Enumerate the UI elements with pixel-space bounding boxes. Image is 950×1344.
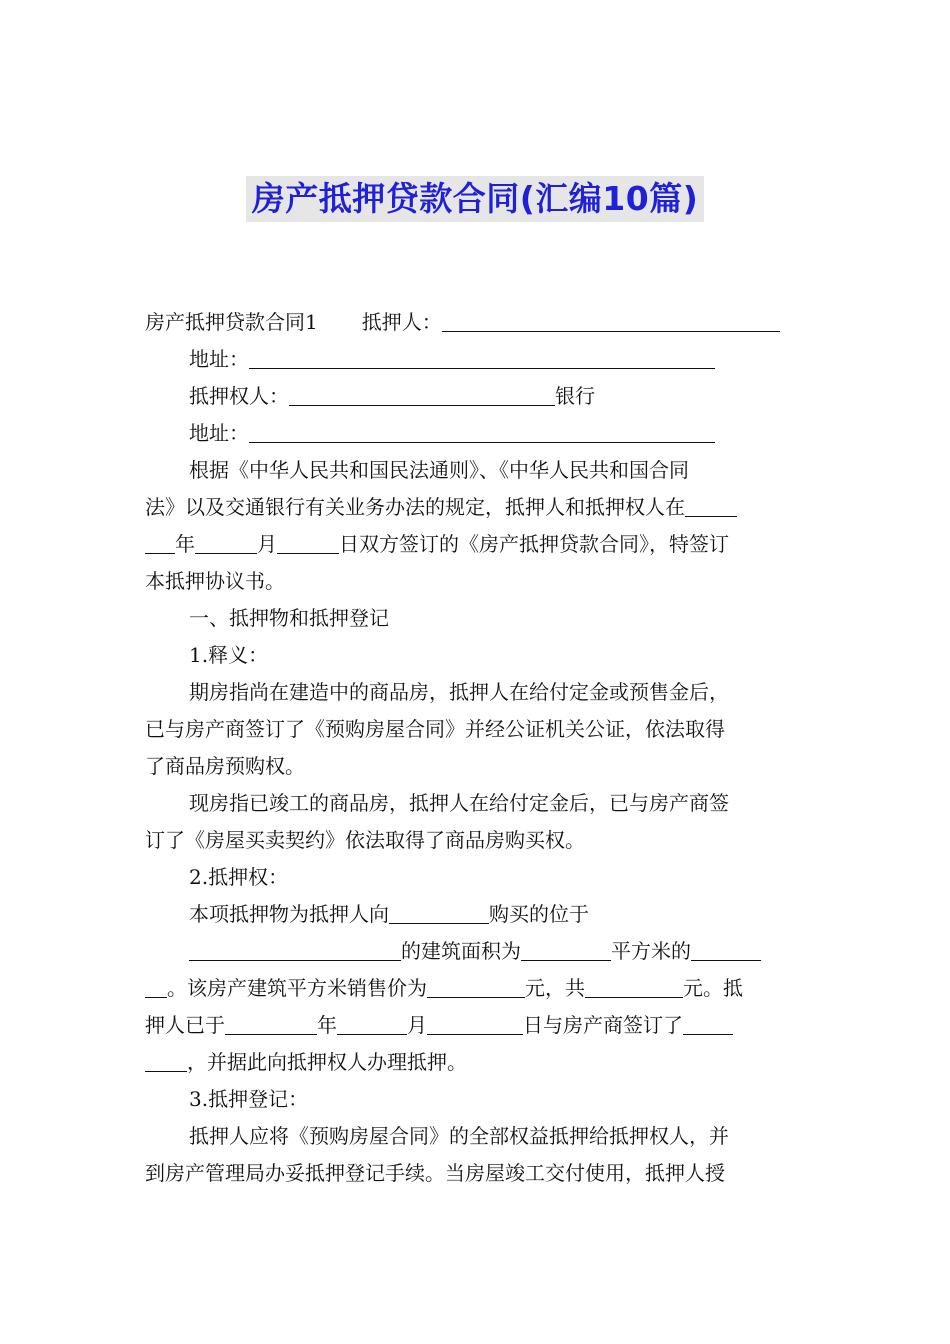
paragraph-line (145, 822, 807, 859)
blank (389, 899, 489, 924)
blank (145, 973, 167, 998)
text: 年 (175, 532, 195, 556)
section-heading (145, 600, 807, 637)
blank (277, 529, 339, 554)
blank (145, 1047, 187, 1072)
text: 法》以及交通银行有关业务办法的规定，抵押人和抵押权人在 (145, 495, 685, 519)
mortgagee-label: 抵押权人： (189, 384, 289, 408)
mortgagor-label: 抵押人： (361, 310, 442, 334)
text: 日双方签订的《房产抵押贷款合同》，特签订 (339, 532, 729, 556)
address-label: 地址： (189, 347, 249, 371)
text: 押人已于 (145, 1013, 225, 1037)
paragraph-line (145, 785, 807, 822)
paragraph-line (145, 1118, 807, 1155)
blank (691, 936, 761, 961)
item-heading (145, 637, 807, 674)
text: 抵押人应将《预购房屋合同》的全部权益抵押给抵押权人，并 (189, 1124, 729, 1148)
text: 期房指尚在建造中的商品房，抵押人在给付定金或预售金后， (189, 680, 729, 704)
text: 一、抵押物和抵押登记 (189, 606, 389, 630)
mortgagee-blank (289, 381, 555, 406)
text: 2.抵押权： (189, 865, 289, 889)
text: 年 (317, 1013, 337, 1037)
blank (427, 1010, 523, 1035)
paragraph-line (145, 933, 807, 970)
text: 元。抵 (683, 976, 743, 1000)
blank (189, 936, 401, 961)
text: ，并据此向抵押权人办理抵押。 (187, 1050, 467, 1074)
text: 月 (257, 532, 277, 556)
blank (683, 1010, 733, 1035)
text: 平方米的 (611, 939, 691, 963)
paragraph-line (145, 1044, 807, 1081)
blank (225, 1010, 317, 1035)
document-body (145, 304, 807, 1192)
contract-name: 房产抵押贷款合同1 (145, 310, 318, 334)
text: 现房指已竣工的商品房，抵押人在给付定金后，已与房产商签 (189, 791, 729, 815)
text: 1.释义： (189, 643, 269, 667)
paragraph-line (145, 896, 807, 933)
text: 到房产管理局办妥抵押登记手续。当房屋竣工交付使用，抵押人授 (145, 1161, 725, 1185)
bank-text: 银行 (555, 384, 595, 408)
mortgagee-line (145, 378, 807, 415)
text: 日与房产商签订了 (523, 1013, 683, 1037)
address-label: 地址： (189, 421, 249, 445)
preamble-line (145, 526, 807, 563)
paragraph-line (145, 748, 807, 785)
address-line-1 (145, 341, 807, 378)
preamble-line (145, 563, 807, 600)
blank (195, 529, 257, 554)
text: 本项抵押物为抵押人向 (189, 902, 389, 926)
blank (521, 936, 611, 961)
blank (585, 973, 683, 998)
header-line (145, 304, 807, 341)
text: 的建筑面积为 (401, 939, 521, 963)
paragraph-line (145, 1007, 807, 1044)
text: 了商品房预购权。 (145, 754, 305, 778)
address-blank (249, 418, 715, 443)
address-blank (249, 344, 715, 369)
address-line-2 (145, 415, 807, 452)
text: 购买的位于 (489, 902, 589, 926)
text: 根据《中华人民共和国民法通则》、《中华人民共和国合同 (189, 458, 689, 482)
paragraph-line (145, 1155, 807, 1192)
paragraph-line (145, 674, 807, 711)
text: 月 (407, 1013, 427, 1037)
document-title: 房产抵押贷款合同(汇编10篇) (246, 176, 705, 222)
paragraph-line (145, 970, 807, 1007)
text: 。该房产建筑平方米销售价为 (167, 976, 427, 1000)
preamble-line (145, 489, 807, 526)
item-heading (145, 1081, 807, 1118)
text: 订了《房屋买卖契约》依法取得了商品房购买权。 (145, 828, 585, 852)
text: 元，共 (525, 976, 585, 1000)
preamble-line (145, 452, 807, 489)
blank (685, 492, 737, 517)
mortgagor-blank (442, 307, 780, 332)
blank (427, 973, 525, 998)
blank (145, 529, 175, 554)
text: 本抵押协议书。 (145, 569, 285, 593)
blank (337, 1010, 407, 1035)
item-heading (145, 859, 807, 896)
text: 3.抵押登记： (189, 1087, 309, 1111)
text: 已与房产商签订了《预购房屋合同》并经公证机关公证，依法取得 (145, 717, 725, 741)
paragraph-line (145, 711, 807, 748)
